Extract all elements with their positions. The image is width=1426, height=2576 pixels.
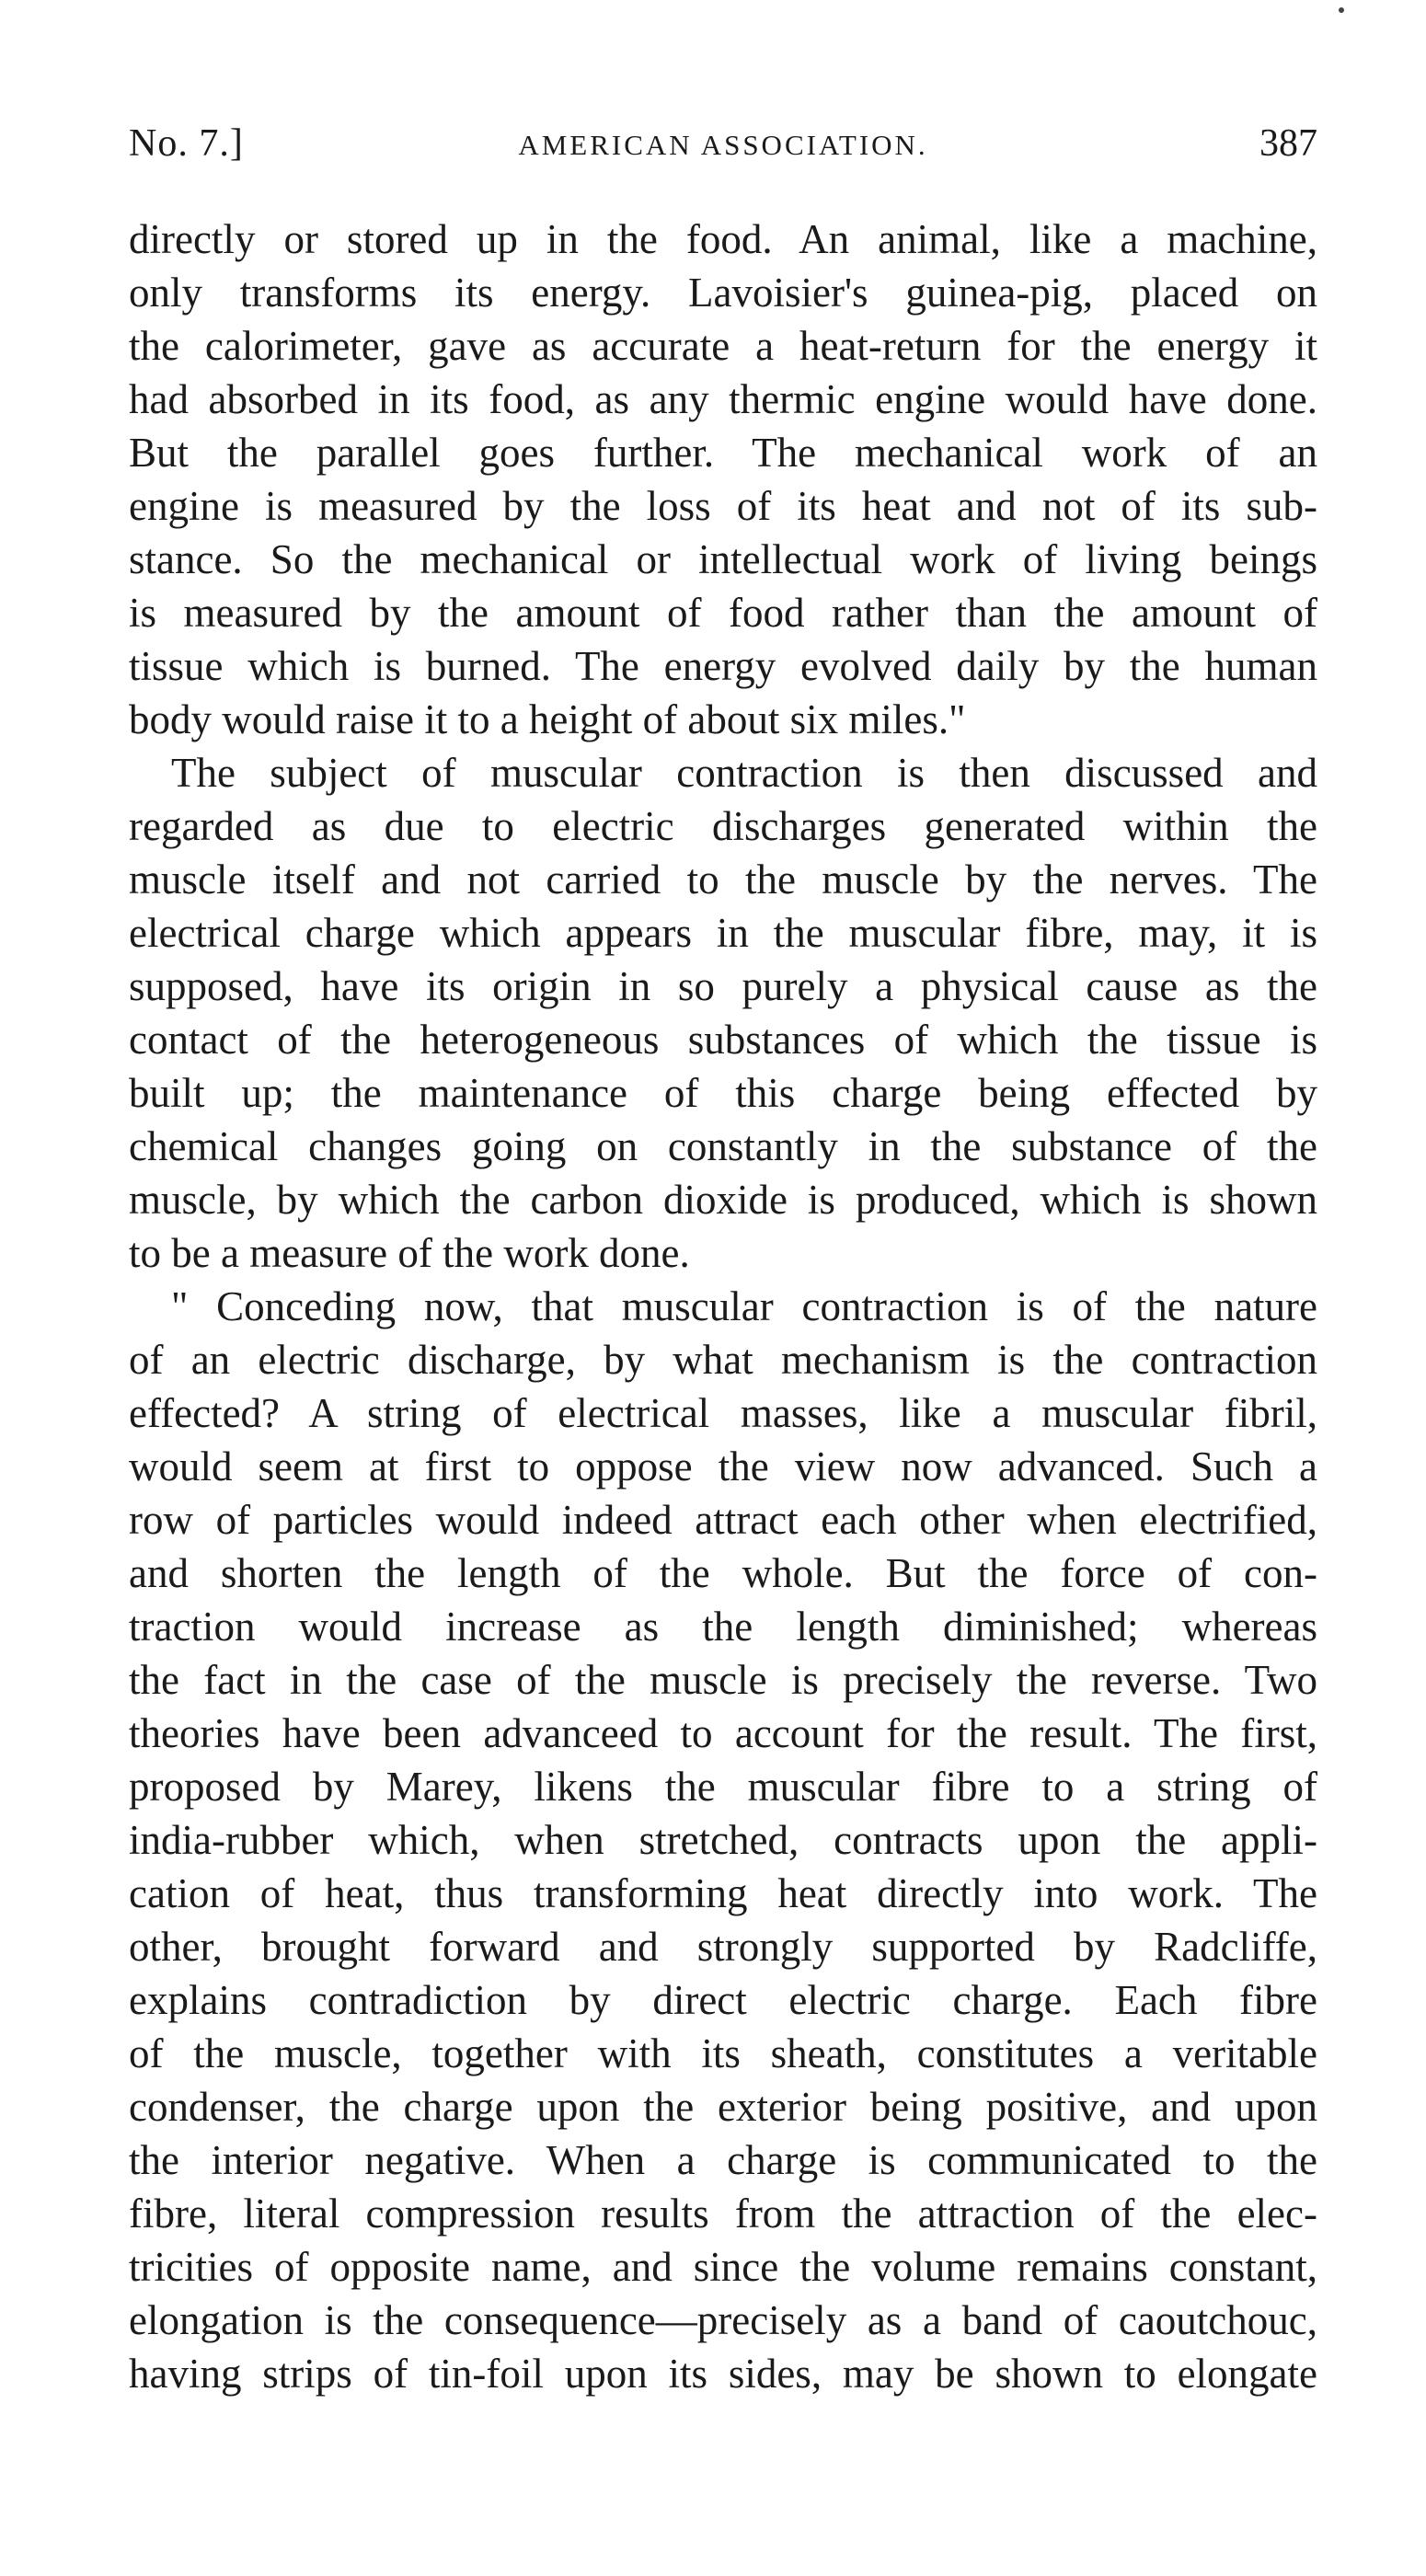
text-line: muscle, by which the carbon dioxide is produced, which is shown	[129, 1177, 1317, 1223]
issue-number: No. 7.]	[129, 122, 244, 165]
scan-speck	[1339, 7, 1344, 13]
text-line: of an electric discharge, by what mechanism is the contraction	[129, 1337, 1317, 1383]
text-line: to be a measure of the work done.	[129, 1230, 690, 1276]
text-line: would seem at first to oppose the view now advanced. Such a	[129, 1443, 1317, 1489]
text-line: chemical changes going on constantly in the substance of the	[129, 1123, 1317, 1169]
text-line: built up; the maintenance of this charge being effected by	[129, 1070, 1317, 1116]
text-line: of the muscle, together with its sheath, constitutes a veritable	[129, 2030, 1317, 2076]
text-line: muscle itself and not carried to the muscle by the nerves. The	[129, 857, 1317, 903]
text-line: the interior negative. When a charge is communicated to the	[129, 2137, 1317, 2183]
text-line: effected? A string of electrical masses, like a muscular fibril,	[129, 1390, 1317, 1436]
text-line: the calorimeter, gave as accurate a heat-return for the energy it	[129, 323, 1317, 369]
text-line: electrical charge which appears in the muscular fibre, may, it is	[129, 910, 1317, 956]
text-line: is measured by the amount of food rather than the amount of	[129, 590, 1317, 636]
paragraph-first-line: " Conceding now, that muscular contraction is of the nature	[171, 1283, 1317, 1329]
text-line: regarded as due to electric discharges generated within the	[129, 803, 1317, 849]
text-line: elongation is the consequence—precisely as a band of caoutchouc,	[129, 2297, 1317, 2343]
text-line: theories have been advanceed to account for the result. The first,	[129, 1710, 1317, 1756]
paragraph-first-line: The subject of muscular contraction is then discussed and	[171, 750, 1317, 796]
text-line: other, brought forward and strongly supported by Radcliffe,	[129, 1924, 1317, 1970]
text-line: supposed, have its origin in so purely a physical cause as the	[129, 963, 1317, 1009]
text-line: condenser, the charge upon the exterior being positive, and upon	[129, 2084, 1317, 2130]
text-line: and shorten the length of the whole. But the force of con-	[129, 1550, 1317, 1596]
text-line: the fact in the case of the muscle is precisely the reverse. Two	[129, 1657, 1317, 1703]
text-line: tricities of opposite name, and since the volume remains constant,	[129, 2244, 1317, 2290]
text-line: stance. So the mechanical or intellectual work of living beings	[129, 536, 1317, 582]
text-line: cation of heat, thus transforming heat directly into work. The	[129, 1870, 1317, 1916]
text-line: only transforms its energy. Lavoisier's guinea-pig, placed on	[129, 270, 1317, 316]
text-line: fibre, literal compression results from the attraction of the elec-	[129, 2191, 1317, 2237]
running-title: AMERICAN ASSOCIATION.	[518, 129, 928, 161]
text-line: explains contradiction by direct electric charge. Each fibre	[129, 1977, 1317, 2023]
running-header	[129, 121, 1317, 177]
page-number: 387	[1259, 122, 1317, 165]
text-line: traction would increase as the length diminished; whereas	[129, 1604, 1317, 1650]
text-line: proposed by Marey, likens the muscular fibre to a string of	[129, 1764, 1317, 1810]
text-line: india-rubber which, when stretched, contracts upon the appli-	[129, 1817, 1317, 1863]
text-line: engine is measured by the loss of its heat and not of its sub-	[129, 483, 1317, 529]
text-line: tissue which is burned. The energy evolved daily by the human	[129, 643, 1317, 689]
text-line: contact of the heterogeneous substances of which the tissue is	[129, 1017, 1317, 1063]
text-line: directly or stored up in the food. An animal, like a machine,	[129, 216, 1317, 262]
text-line: had absorbed in its food, as any thermic engine would have done.	[129, 376, 1317, 422]
text-line: body would raise it to a height of about six miles."	[129, 696, 966, 742]
text-line: row of particles would indeed attract each other when electrified,	[129, 1497, 1317, 1543]
text-line: having strips of tin-foil upon its sides, may be shown to elongate	[129, 2351, 1317, 2397]
text-line: But the parallel goes further. The mechanical work of an	[129, 430, 1317, 476]
